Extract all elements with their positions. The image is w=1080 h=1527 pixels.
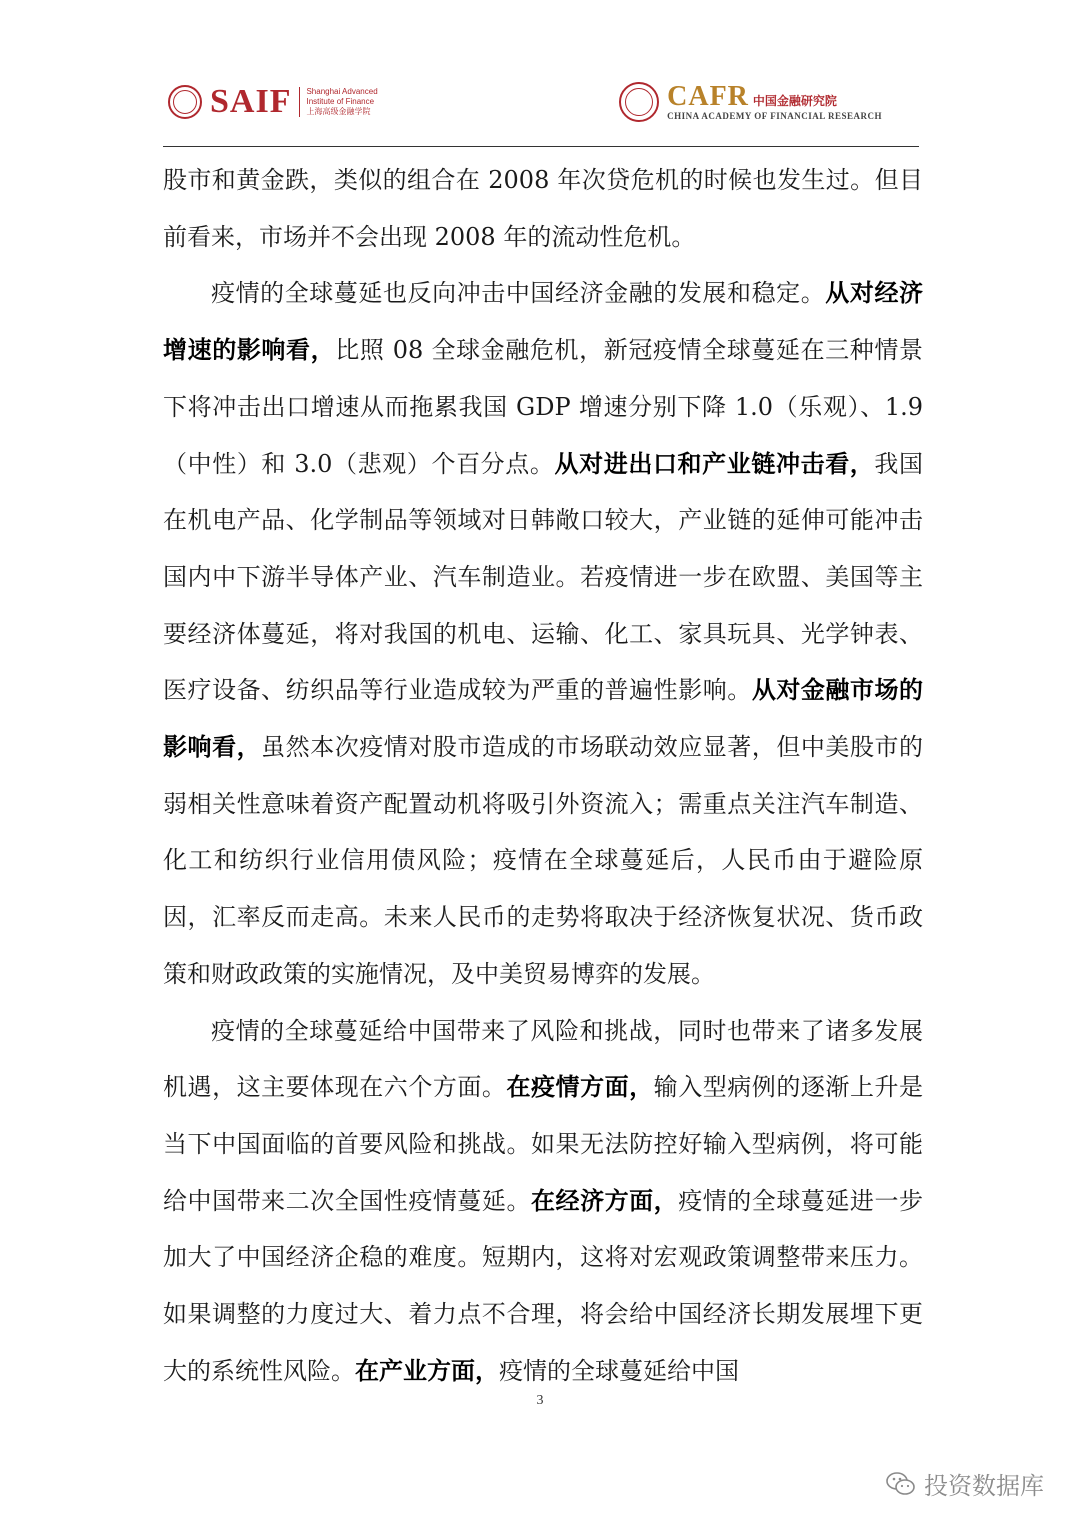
paragraph-3: 疫情的全球蔓延给中国带来了风险和挑战，同时也带来了诸多发展机遇，这主要体现在六个方面。在疫情方面，输入型病例的逐渐上升是当下中国面临的首要风险和挑战。如果无法防控好输入型病例，将可能给中国带来二次全国性疫情蔓延。在经济方面，疫情的全球蔓延进一步加大了中国经济企稳的难度。短期内，这将对宏观政策调整带来压力。如果调整的力度过大、着力点不合理，将会给中国经济长期发展埋下更大的系统性风险。在产业方面，疫情的全球蔓延给中国 <box>163 1016 924 1385</box>
page-number: 3 <box>536 1393 544 1408</box>
bold-heading-trade: 从对进出口和产业链冲击看， <box>554 448 875 478</box>
bold-heading-economy: 在经济方面， <box>531 1185 679 1215</box>
saif-sub-line-3: 上海高级金融学院 <box>306 107 371 116</box>
paragraph-2: 疫情的全球蔓延也反向冲击中国经济金融的发展和稳定。从对经济增速的影响看，比照 08 全球金融危机，新冠疫情全球蔓延在三种情景下将冲击出口增速从而拖累我国 GDP 增速分别下降 1.0（乐观）、1.9（中性）和 3.0（悲观）个百分点。从对进出口和产业链冲击看，我国在机电产品、化学制品等领域对日韩敞口较大，产业链的延伸可能冲击国内中下游半导体产业、汽车制造业。若疫情进一步在欧盟、美国等主要经济体蔓延，将对我国的机电、运输、化工、家具玩具、光学钟表、医疗设备、纺织品等行业造成较为严重的普遍性影响。从对金融市场的影响看，虽然本次疫情对股市造成的市场联动效应显著，但中美股市的弱相关性意味着资产配置动机将吸引外资流入；需重点关注汽车制造、化工和纺织行业信用债风险；疫情在全球蔓延后，人民币由于避险原因，汇率反而走高。未来人民币的走势将取决于经济恢复状况、货币政策和财政政策的实施情况，及中美贸易博弈的发展。 <box>163 278 924 988</box>
bold-heading-industry: 在产业方面， <box>355 1355 499 1385</box>
cafr-english-name: CHINA ACADEMY OF FINANCIAL RESEARCH <box>667 111 882 121</box>
saif-logo <box>168 82 378 122</box>
wechat-icon <box>886 1471 916 1497</box>
watermark-text: 投资数据库 <box>924 1472 1044 1500</box>
cafr-text <box>667 83 882 121</box>
document-body <box>163 152 923 1399</box>
cafr-logo <box>619 80 882 124</box>
saif-sub-line-1: Shanghai Advanced <box>306 87 378 96</box>
paragraph-1: 股市和黄金跌，类似的组合在 2008 年次贷危机的时候也发生过。但目前看来，市场并不会出现 2008 年的流动性危机。 <box>163 166 923 251</box>
university-seal-icon <box>619 82 659 122</box>
cafr-wordmark: CAFR <box>667 81 749 112</box>
watermark <box>886 1466 1044 1501</box>
header-divider <box>163 146 919 147</box>
bold-heading-growth: 从对经济增速的影响看， <box>163 278 924 365</box>
bold-heading-epidemic: 在疫情方面， <box>506 1072 654 1102</box>
page-header <box>0 0 1080 150</box>
university-seal-icon <box>168 85 202 119</box>
saif-sub-line-2: Institute of Finance <box>306 97 375 106</box>
saif-wordmark: SAIF <box>210 83 292 120</box>
cafr-chinese-name: 中国金融研究院 <box>752 94 837 108</box>
bold-heading-finance: 从对金融市场的影响看， <box>163 675 924 762</box>
saif-subtitle <box>299 87 377 117</box>
